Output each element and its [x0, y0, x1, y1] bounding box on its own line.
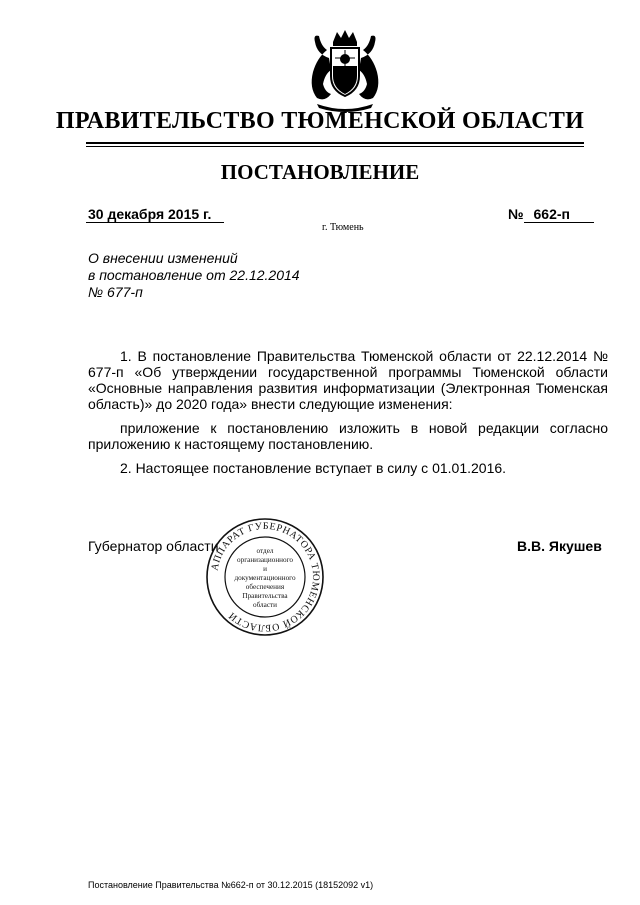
seal-line: Правительства — [242, 592, 288, 600]
subject-line: № 677-п — [88, 284, 143, 300]
seal-line: отдел — [256, 547, 274, 555]
document-number — [508, 206, 570, 222]
subject-line: О внесении изменений — [88, 250, 238, 266]
official-seal-icon — [204, 516, 326, 638]
header-divider-thin — [86, 146, 584, 147]
date-underline — [86, 222, 224, 223]
signatory-title: Губернатор области — [88, 538, 219, 554]
seal-line: организационного — [237, 556, 293, 564]
header-divider — [86, 142, 584, 144]
document-subject — [88, 250, 300, 301]
number-underline — [524, 222, 594, 223]
document-type: ПОСТАНОВЛЕНИЕ — [220, 160, 420, 184]
organization-title: ПРАВИТЕЛЬСТВО ТЮМЕНСКОЙ ОБЛАСТИ — [55, 108, 585, 134]
seal-line: области — [252, 601, 278, 609]
document-city: г. Тюмень — [322, 222, 364, 233]
coat-of-arms-icon — [295, 28, 395, 114]
body-paragraph-3: 2. Настоящее постановление вступает в силу с 01.01.2016. — [120, 460, 507, 476]
seal-line: и — [263, 565, 267, 573]
body-paragraph-1: 1. В постановление Правительства Тюменской области от 22.12.2014 № 677-п «Об утверждении государственной программы Тюменской области «Основные направления развития информатизации (Электронная Тюменская область)» до 2020 года» внести следующие изменения: — [88, 348, 608, 412]
body-paragraph-2: приложение к постановлению изложить в новой редакции согласно приложению к настоящему постановлению. — [88, 420, 608, 452]
subject-line: в постановление от 22.12.2014 — [88, 267, 300, 283]
seal-ring-text: АППАРАТ ГУБЕРНАТОРА ТЮМЕНСКОЙ ОБЛАСТИ — [209, 520, 322, 634]
signatory-name: В.В. Якушев — [517, 538, 602, 554]
seal-line: документационного — [234, 574, 296, 582]
seal-line: обеспечения — [245, 583, 285, 591]
document-date: 30 декабря 2015 г. — [88, 206, 212, 222]
number-value: 662-п — [533, 206, 570, 222]
number-prefix: № — [508, 206, 524, 222]
document-footer: Постановление Правительства №662-п от 30.12.2015 (18152092 v1) — [88, 880, 374, 890]
